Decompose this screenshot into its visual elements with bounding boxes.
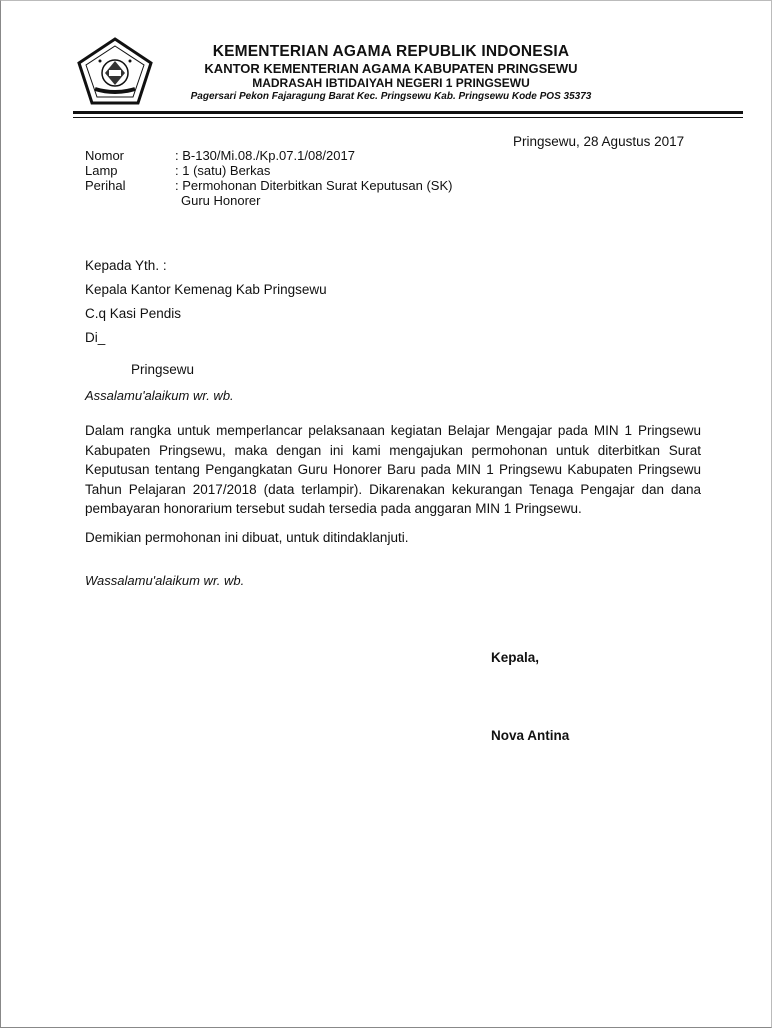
letterhead-office: KANTOR KEMENTERIAN AGAMA KABUPATEN PRINGSEWU: [204, 61, 578, 76]
meta-nomor-row: [85, 148, 452, 163]
signature-title: Kepala,: [491, 650, 540, 665]
meta-perihal-label: Perihal: [85, 178, 126, 193]
kemenag-emblem-icon: [75, 37, 155, 105]
closing-sentence: Demikian permohonan ini dibuat, untuk ditindaklanjuti.: [85, 530, 409, 545]
meta-lamp-value: : 1 (satu) Berkas: [175, 163, 271, 178]
recipient-attention: C.q Kasi Pendis: [85, 306, 182, 321]
meta-perihal-row: [85, 178, 452, 193]
recipient-office: Kepala Kantor Kemenag Kab Pringsewu: [85, 282, 327, 297]
letterhead-ministry: KEMENTERIAN AGAMA REPUBLIK INDONESIA: [212, 43, 570, 60]
letterhead-school: MADRASAH IBTIDAIYAH NEGERI 1 PRINGSEWU: [252, 76, 530, 90]
recipient-salutation: Kepada Yth. :: [85, 258, 167, 273]
recipient-city: Pringsewu: [131, 362, 195, 377]
meta-perihal-continuation: Guru Honorer: [181, 193, 261, 208]
recipient-di: Di_: [85, 330, 106, 345]
recipient-block: [85, 258, 327, 378]
letterhead-divider-thick: [73, 111, 743, 114]
letterhead: [161, 43, 621, 104]
greeting: Assalamu'alaikum wr. wb.: [85, 388, 234, 403]
farewell: Wassalamu'alaikum wr. wb.: [85, 573, 245, 588]
meta-perihal-value: : Permohonan Diterbitkan Surat Keputusan (SK): [175, 178, 453, 193]
letter-meta: [85, 148, 452, 208]
meta-lamp-row: [85, 163, 452, 178]
signature-name: Nova Antina: [491, 728, 570, 743]
meta-nomor-value: : B-130/Mi.08./Kp.07.1/08/2017: [175, 148, 355, 163]
letterhead-address: Pagersari Pekon Fajaragung Barat Kec. Pringsewu Kab. Pringsewu Kode POS 35373: [190, 91, 592, 102]
meta-nomor-label: Nomor: [85, 148, 125, 163]
letter-date: Pringsewu, 28 Agustus 2017: [513, 134, 685, 149]
letter-body: Dalam rangka untuk memperlancar pelaksanaan kegiatan Belajar Mengajar pada MIN 1 Pringsewu Kabupaten Pringsewu, maka dengan ini kami mengajukan permohonan untuk diterbitkan Surat Keputusan tentang Pengangkatan Guru Honorer Baru pada MIN 1 Pringsewu Kabupaten Pringsewu Tahun Pelajaran 2017/2018 (data terlampir). Dikarenakan kekurangan Tenaga Pengajar dan dana pembayaran honorarium tersebut sudah tersedia pada anggaran MIN 1 Pringsewu.: [85, 423, 701, 516]
letterhead-divider-thin: [73, 117, 743, 118]
meta-lamp-label: Lamp: [85, 163, 118, 178]
